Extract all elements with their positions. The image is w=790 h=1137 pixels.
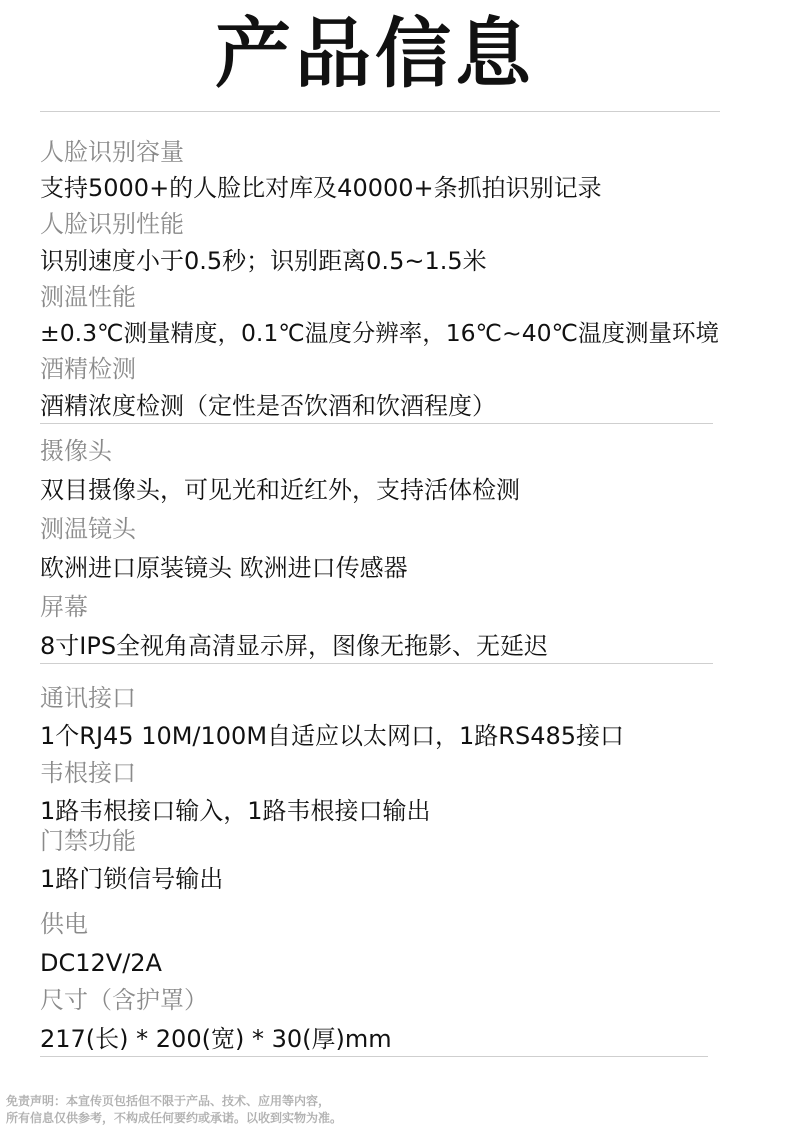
label-camera: 摄像头 bbox=[40, 437, 112, 465]
label-dimensions: 尺寸（含护罩） bbox=[40, 986, 208, 1014]
bottom-divider bbox=[40, 1056, 708, 1057]
value-temperature: ±0.3℃测量精度，0.1℃温度分辨率，16℃~40℃温度测量环境 bbox=[40, 319, 719, 347]
label-communication: 通讯接口 bbox=[40, 684, 136, 712]
value-wiegand: 1路韦根接口输入，1路韦根接口输出 bbox=[40, 797, 431, 825]
value-dimensions: 217(长) * 200(宽) * 30(厚)mm bbox=[40, 1025, 392, 1053]
value-face-performance: 识别速度小于0.5秒；识别距离0.5~1.5米 bbox=[40, 247, 487, 275]
label-alcohol: 酒精检测 bbox=[40, 355, 136, 383]
value-access-control: 1路门锁信号输出 bbox=[40, 865, 224, 893]
value-communication: 1个RJ45 10M/100M自适应以太网口，1路RS485接口 bbox=[40, 722, 625, 750]
label-access-control: 门禁功能 bbox=[40, 827, 136, 855]
label-temperature: 测温性能 bbox=[40, 283, 136, 311]
label-face-capacity: 人脸识别容量 bbox=[40, 138, 184, 166]
label-screen: 屏幕 bbox=[40, 593, 88, 621]
label-face-performance: 人脸识别性能 bbox=[40, 210, 184, 238]
disclaimer bbox=[6, 1093, 342, 1127]
label-temperature-lens: 测温镜头 bbox=[40, 515, 136, 543]
label-wiegand: 韦根接口 bbox=[40, 759, 136, 787]
section-divider bbox=[40, 423, 713, 424]
section-divider bbox=[40, 663, 713, 664]
value-screen: 8寸IPS全视角高清显示屏，图像无拖影、无延迟 bbox=[40, 632, 549, 660]
value-face-capacity: 支持5000+的人脸比对库及40000+条抓拍识别记录 bbox=[40, 174, 602, 202]
value-power: DC12V/2A bbox=[40, 949, 162, 977]
label-power: 供电 bbox=[40, 910, 88, 938]
title-divider bbox=[40, 111, 720, 112]
disclaimer-line-2: 所有信息仅供参考，不构成任何要约或承诺。以收到实物为准。 bbox=[6, 1111, 343, 1125]
value-temperature-lens: 欧洲进口原装镜头 欧洲进口传感器 bbox=[40, 554, 408, 582]
value-alcohol: 酒精浓度检测（定性是否饮酒和饮酒程度） bbox=[40, 392, 496, 420]
page-title: 产品信息 bbox=[215, 9, 535, 98]
disclaimer-line-1: 免责声明：本宣传页包括但不限于产品、技术、应用等内容， bbox=[6, 1094, 331, 1108]
value-camera: 双目摄像头，可见光和近红外，支持活体检测 bbox=[40, 476, 520, 504]
